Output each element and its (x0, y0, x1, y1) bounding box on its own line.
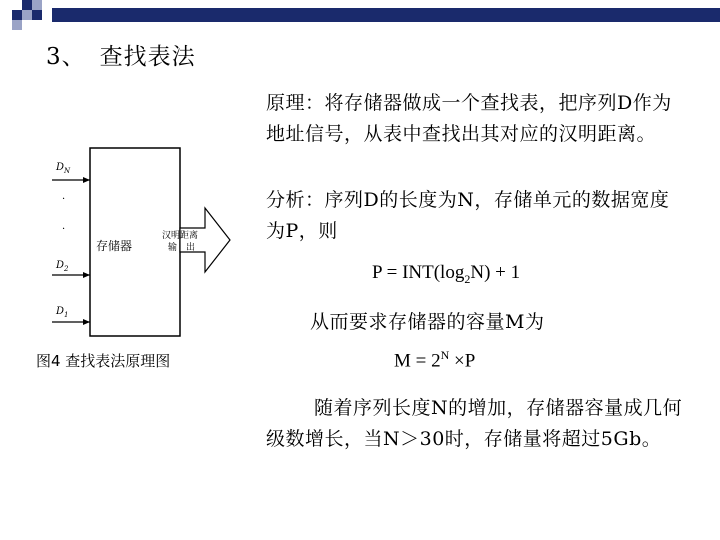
deco-square-dark-1 (12, 10, 22, 20)
input-dots-2: · (62, 224, 66, 235)
input-dots-1: · (62, 194, 66, 205)
conclusion-paragraph: 随着序列长度N的增加，存储器容量成几何级数增长，当N＞30时，存储量将超过5Gb。 (266, 397, 683, 450)
input-label-top: $D_N$ (56, 162, 71, 175)
input-label-mid: $D_2$ (56, 260, 69, 273)
output-label-line2: 输 出 (168, 243, 196, 253)
deco-square-light-1 (22, 10, 32, 20)
input-arrow-top (83, 177, 90, 183)
deco-square-light-3 (12, 20, 22, 30)
header-decoration (0, 0, 720, 40)
analysis-paragraph: 分析：序列D的长度为N，存储单元的数据宽度为P，则 (266, 189, 670, 242)
formula-p: $P = INT(\log_2N) + 1$ (372, 262, 521, 286)
input-arrow-bot (83, 319, 90, 325)
deco-square-light-2 (32, 0, 42, 10)
lookup-table-diagram (40, 140, 270, 340)
deco-square-dark-3 (32, 10, 42, 20)
deco-square-dark-2 (22, 0, 32, 10)
output-label-line1: 汉明距离 (162, 231, 199, 241)
title-text: 查找表法 (99, 44, 196, 70)
slide-title (46, 38, 196, 71)
memory-label: 存储器 (96, 239, 133, 253)
formula-m: $M = 2^N \times P$ (394, 348, 476, 372)
header-bar (52, 8, 720, 22)
input-label-bot: $D_1$ (56, 306, 69, 319)
title-number: 3、 (46, 44, 86, 70)
figure-caption: 图4 查找表法原理图 (36, 352, 171, 370)
requirement-paragraph: 从而要求存储器的容量M为 (310, 311, 545, 333)
principle-paragraph: 原理：将存储器做成一个查找表，把序列D作为地址信号，从表中查找出其对应的汉明距离。 (266, 92, 672, 145)
input-arrow-mid (83, 272, 90, 278)
